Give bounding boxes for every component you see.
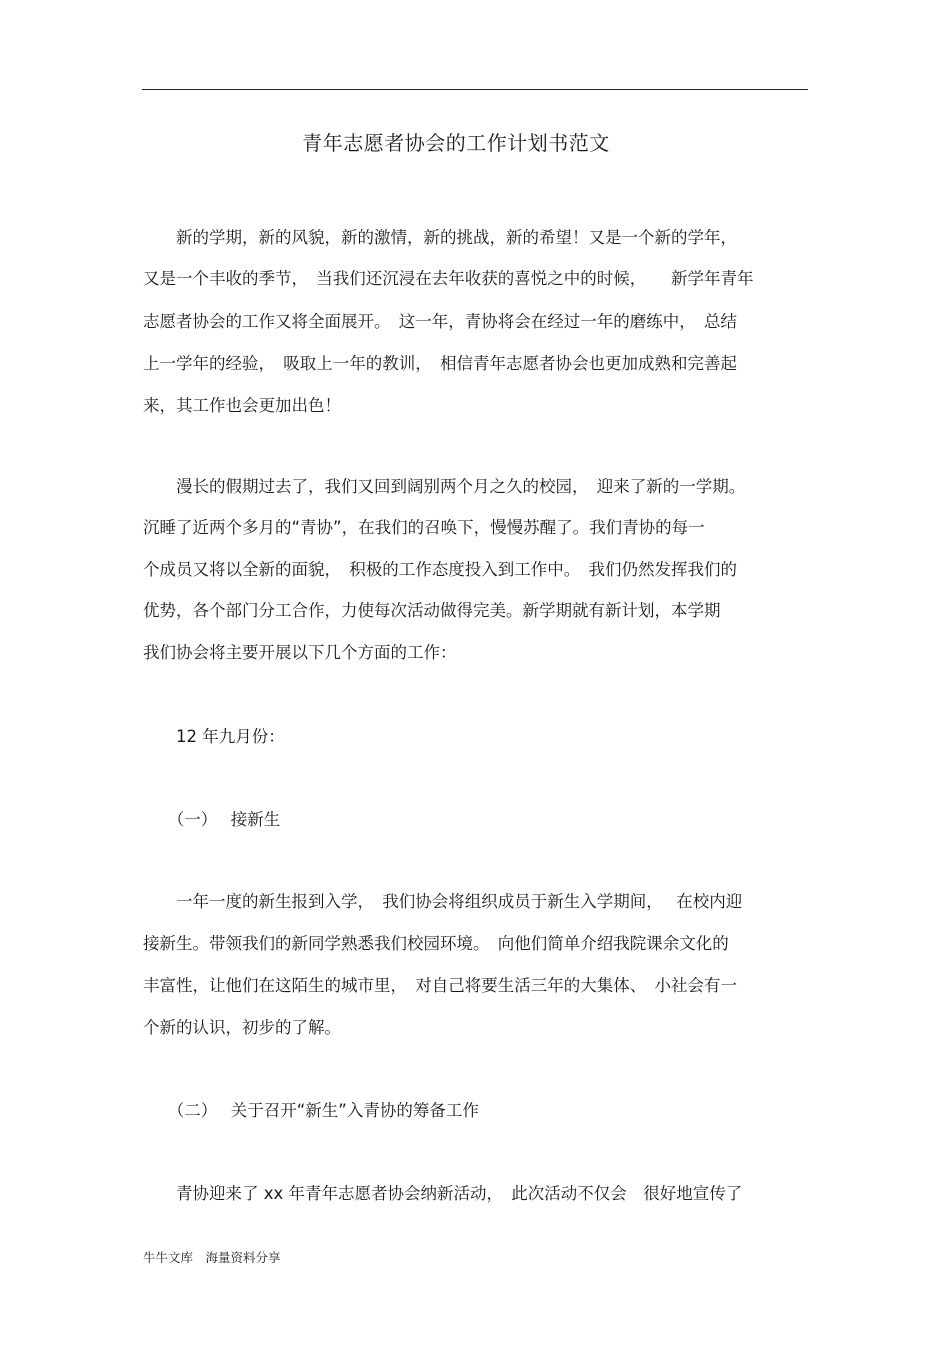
paragraph-3-line-2: 接新生。带领我们的新同学熟悉我们校园环境。 向他们简单介绍我院课余文化的 — [143, 934, 729, 953]
paragraph-1-line-1: 新的学期，新的风貌，新的激情，新的挑战，新的希望！又是一个新的学年， — [143, 228, 737, 247]
document-title: 青年志愿者协会的工作计划书范文 — [302, 131, 610, 155]
paragraph-1-line-2: 又是一个丰收的季节， 当我们还沉浸在去年收获的喜悦之中的时候， 新学年青年 — [143, 269, 754, 288]
paragraph-4-line-1: 青协迎来了 xx 年青年志愿者协会纳新活动， 此次活动不仅会 很好地宣传了 — [143, 1184, 743, 1203]
paragraph-1-line-3: 志愿者协会的工作又将全面展开。 这一年，青协将会在经过一年的磨练中， 总结 — [143, 312, 737, 331]
section-1-heading: （一） 接新生 — [143, 810, 281, 829]
paragraph-3-line-4: 个新的认识，初步的了解。 — [143, 1018, 341, 1037]
paragraph-3-line-3: 丰富性，让他们在这陌生的城市里， 对自己将要生活三年的大集体、 小社会有一 — [143, 976, 737, 995]
section-2-heading: （二） 关于召开“新生”入青协的筹备工作 — [143, 1101, 479, 1120]
paragraph-2-line-3: 个成员又将以全新的面貌， 积极的工作态度投入到工作中。 我们仍然发挥我们的 — [143, 560, 737, 579]
header-rule — [142, 89, 808, 90]
paragraph-2-line-1: 漫长的假期过去了，我们又回到阔别两个月之久的校园， 迎来了新的一学期。 — [143, 477, 746, 496]
paragraph-2-line-2: 沉睡了近两个多月的“青协”，在我们的召唤下，慢慢苏醒了。我们青协的每一 — [143, 518, 705, 537]
page-footer: 牛牛文库 海量资料分享 — [143, 1250, 281, 1265]
paragraph-1-line-4: 上一学年的经验， 吸取上一年的教训， 相信青年志愿者协会也更加成熟和完善起 — [143, 354, 737, 373]
section-month-heading: 12 年九月份： — [143, 727, 285, 746]
paragraph-1-line-5: 来，其工作也会更加出色！ — [143, 396, 341, 415]
paragraph-2-line-5: 我们协会将主要开展以下几个方面的工作： — [143, 643, 457, 662]
paragraph-2-line-4: 优势，各个部门分工合作，力使每次活动做得完美。新学期就有新计划，本学期 — [143, 601, 721, 620]
paragraph-3-line-1: 一年一度的新生报到入学， 我们协会将组织成员于新生入学期间， 在校内迎 — [143, 892, 743, 911]
